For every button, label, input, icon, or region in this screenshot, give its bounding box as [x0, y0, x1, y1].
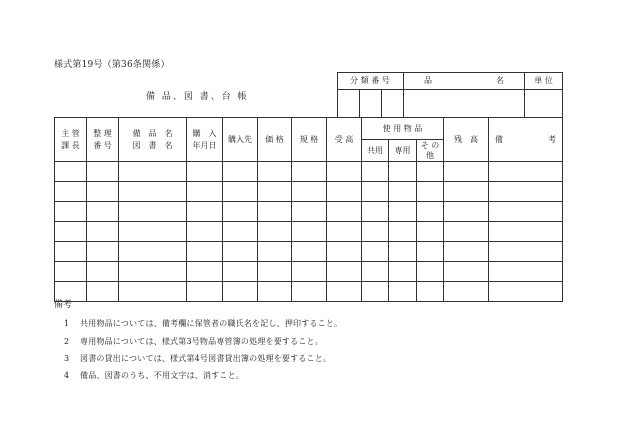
note-text: 図書の貸出については、様式第4号図書貸出簿の処理を要すること。: [80, 354, 332, 363]
serial-header: 整 理 番 号: [93, 128, 112, 150]
table-cell[interactable]: [119, 202, 187, 222]
table-cell[interactable]: [489, 282, 563, 302]
shared-header-cell: [362, 140, 389, 162]
table-cell[interactable]: [417, 182, 444, 202]
table-cell[interactable]: [362, 202, 389, 222]
table-cell[interactable]: [87, 162, 119, 182]
spec-header: 規 格: [299, 135, 319, 144]
table-cell[interactable]: [223, 182, 258, 202]
table-cell[interactable]: [389, 242, 417, 262]
ledger-table: [54, 117, 563, 302]
received-header-cell: [327, 118, 362, 162]
table-cell[interactable]: [292, 202, 327, 222]
notes-title: 備考: [54, 300, 73, 310]
table-cell[interactable]: [223, 162, 258, 182]
table-cell[interactable]: [327, 262, 362, 282]
note-number: 1: [64, 319, 70, 328]
note-item: [64, 370, 244, 381]
table-cell[interactable]: [187, 162, 223, 182]
table-cell[interactable]: [362, 182, 389, 202]
table-cell[interactable]: [444, 182, 489, 202]
table-cell[interactable]: [87, 202, 119, 222]
table-cell[interactable]: [292, 162, 327, 182]
note-item: [64, 336, 323, 347]
table-cell[interactable]: [119, 242, 187, 262]
table-row: [55, 202, 563, 222]
table-cell[interactable]: [55, 222, 87, 242]
note-text: 共用物品については、備考欄に保管者の職氏名を記し、押印すること。: [80, 319, 343, 328]
table-cell[interactable]: [292, 222, 327, 242]
table-cell[interactable]: [55, 182, 87, 202]
table-cell[interactable]: [327, 162, 362, 182]
purchase-date-header: 購 入 年月日: [192, 128, 217, 150]
table-cell[interactable]: [444, 242, 489, 262]
table-row: [55, 282, 563, 302]
table-cell[interactable]: [327, 202, 362, 222]
manager-header: 主 管 課 長: [61, 128, 80, 150]
table-row: [55, 222, 563, 242]
table-cell[interactable]: [223, 202, 258, 222]
form-title: 様式第19号（第36条関係）: [54, 60, 170, 70]
spec-header-cell: [292, 118, 327, 162]
note-number: 2: [64, 337, 70, 346]
table-cell[interactable]: [258, 242, 292, 262]
table-row: [55, 162, 563, 182]
supplier-header: 購入先: [228, 135, 252, 144]
table-cell[interactable]: [187, 182, 223, 202]
table-cell[interactable]: [389, 282, 417, 302]
other-header: そ の 他: [420, 140, 440, 160]
table-cell[interactable]: [389, 202, 417, 222]
table-cell[interactable]: [258, 262, 292, 282]
remarks-header-cell: [489, 118, 563, 162]
table-cell[interactable]: [489, 262, 563, 282]
exclusive-header-cell: [389, 140, 417, 162]
table-cell[interactable]: [444, 262, 489, 282]
ledger-body: [55, 162, 563, 302]
table-cell[interactable]: [292, 262, 327, 282]
table-row: [55, 182, 563, 202]
table-cell[interactable]: [444, 282, 489, 302]
table-cell[interactable]: [327, 182, 362, 202]
table-cell[interactable]: [258, 182, 292, 202]
table-cell[interactable]: [327, 242, 362, 262]
shared-header: 共用: [367, 146, 383, 155]
table-cell[interactable]: [362, 222, 389, 242]
table-cell[interactable]: [362, 242, 389, 262]
table-cell[interactable]: [119, 222, 187, 242]
purchase-date-header-cell: [187, 118, 223, 162]
table-cell[interactable]: [362, 262, 389, 282]
table-cell[interactable]: [119, 262, 187, 282]
table-cell[interactable]: [292, 182, 327, 202]
table-cell[interactable]: [489, 242, 563, 262]
table-cell[interactable]: [87, 282, 119, 302]
unit-header: 単 位: [534, 76, 553, 85]
table-cell[interactable]: [55, 202, 87, 222]
table-row: [55, 242, 563, 262]
classification-number-header: 分 類 番 号: [350, 76, 390, 85]
supplier-header-cell: [223, 118, 258, 162]
received-header: 受 高: [334, 135, 354, 144]
other-header-cell: [417, 140, 444, 162]
table-cell[interactable]: [489, 222, 563, 242]
table-cell[interactable]: [292, 282, 327, 302]
item-name-header: 備 品 名 図 書 名: [132, 128, 173, 150]
usage-header-cell: [362, 118, 444, 140]
table-cell[interactable]: [389, 182, 417, 202]
item-header-right: 名: [496, 76, 504, 85]
table-cell[interactable]: [362, 162, 389, 182]
table-cell[interactable]: [187, 262, 223, 282]
note-number: 4: [64, 371, 70, 380]
table-cell[interactable]: [444, 162, 489, 182]
note-item: [64, 353, 331, 364]
exclusive-header: 専用: [394, 146, 411, 155]
remarks-header-a: 備: [495, 135, 503, 144]
table-cell[interactable]: [489, 182, 563, 202]
table-cell[interactable]: [292, 242, 327, 262]
table-cell[interactable]: [417, 162, 444, 182]
table-cell[interactable]: [119, 182, 187, 202]
table-cell[interactable]: [389, 222, 417, 242]
note-text: 備品、図書のうち、不用文字は、消すこと。: [80, 371, 244, 380]
table-cell[interactable]: [87, 262, 119, 282]
item-header-left: 品: [424, 76, 432, 85]
table-cell[interactable]: [444, 222, 489, 242]
usage-header: 使 用 物 品: [382, 124, 423, 133]
note-item: [64, 318, 342, 329]
note-text: 専用物品については、様式第3号物品専管簿の処理を要すること。: [80, 337, 323, 346]
table-cell[interactable]: [119, 162, 187, 182]
table-cell[interactable]: [187, 202, 223, 222]
table-cell[interactable]: [87, 242, 119, 262]
table-cell[interactable]: [119, 282, 187, 302]
table-cell[interactable]: [258, 282, 292, 302]
table-cell[interactable]: [258, 202, 292, 222]
balance-header-cell: [444, 118, 489, 162]
price-header-cell: [258, 118, 292, 162]
table-cell[interactable]: [362, 282, 389, 302]
table-cell[interactable]: [389, 262, 417, 282]
table-cell[interactable]: [258, 222, 292, 242]
table-cell[interactable]: [417, 242, 444, 262]
table-cell[interactable]: [417, 262, 444, 282]
serial-header-cell: [87, 118, 119, 162]
table-cell[interactable]: [327, 222, 362, 242]
table-cell[interactable]: [187, 282, 223, 302]
table-cell[interactable]: [187, 242, 223, 262]
table-cell[interactable]: [327, 282, 362, 302]
table-cell[interactable]: [444, 202, 489, 222]
table-cell[interactable]: [55, 242, 87, 262]
item-name-header-cell: [119, 118, 187, 162]
header-row: [55, 118, 563, 140]
table-cell[interactable]: [223, 282, 258, 302]
table-cell[interactable]: [223, 242, 258, 262]
table-cell[interactable]: [389, 162, 417, 182]
table-row: [55, 262, 563, 282]
table-cell[interactable]: [55, 262, 87, 282]
remarks-header-b: 考: [548, 135, 556, 144]
ledger-title: 備 品、図 書、台 帳: [146, 92, 249, 102]
table-cell[interactable]: [87, 182, 119, 202]
table-cell[interactable]: [417, 202, 444, 222]
table-cell[interactable]: [258, 162, 292, 182]
table-cell[interactable]: [55, 162, 87, 182]
table-cell[interactable]: [489, 162, 563, 182]
price-header: 価 格: [265, 135, 284, 144]
table-cell[interactable]: [87, 222, 119, 242]
table-cell[interactable]: [223, 222, 258, 242]
table-cell[interactable]: [417, 282, 444, 302]
table-cell[interactable]: [187, 222, 223, 242]
balance-header: 残 高: [454, 135, 478, 144]
table-cell[interactable]: [489, 202, 563, 222]
manager-header-cell: [55, 118, 87, 162]
table-cell[interactable]: [223, 262, 258, 282]
note-number: 3: [64, 354, 70, 363]
table-cell[interactable]: [417, 222, 444, 242]
